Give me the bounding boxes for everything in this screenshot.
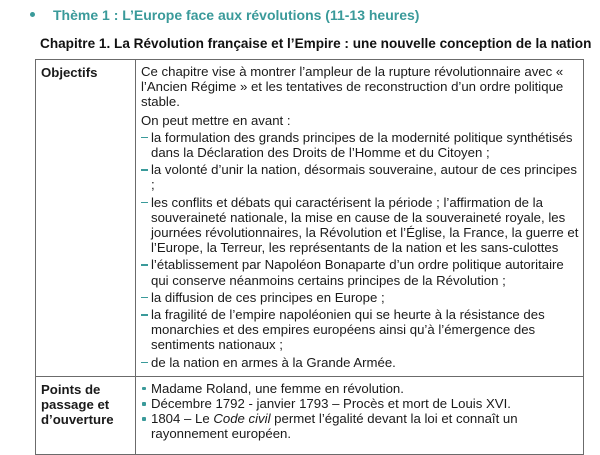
points-label: Points de passage et d’ouverture bbox=[36, 376, 136, 454]
item-text: 1804 – Le bbox=[151, 411, 214, 427]
list-item: la diffusion de ces principes en Europe ; bbox=[141, 290, 579, 305]
code-civil-title: Code civil bbox=[213, 411, 271, 427]
list-item: Madame Roland, une femme en révolution. bbox=[141, 381, 579, 396]
list-item: de la nation en armes à la Grande Armée. bbox=[141, 355, 579, 370]
objectifs-intro: Ce chapitre vise à montrer l’ampleur de la rupture révolutionnaire avec « l’Ancien Régime » et les tentatives de reconstruction d’un ordre politique stable. bbox=[141, 64, 564, 110]
points-content bbox=[136, 376, 584, 454]
list-item: la fragilité de l’empire napoléonien qui se heurte à la résistance des monarchies et des empires européens ainsi qu’à l’émergence des sentiments nationaux ; bbox=[141, 307, 579, 353]
objectifs-row bbox=[36, 60, 584, 377]
list-item: la formulation des grands principes de la modernité politique synthétisés dans la Déclaration des Droits de l’Homme et du Citoyen ; bbox=[141, 130, 579, 160]
list-item bbox=[141, 411, 579, 441]
list-item: Décembre 1792 - janvier 1793 – Procès et mort de Louis XVI. bbox=[141, 396, 579, 411]
points-list bbox=[141, 381, 579, 442]
points-row bbox=[36, 376, 584, 454]
theme-title: Thème 1 : L’Europe face aux révolutions (11-13 heures) bbox=[53, 7, 420, 23]
program-table bbox=[35, 59, 584, 455]
list-item: la volonté d’unir la nation, désormais souveraine, autour de ces principes ; bbox=[141, 162, 579, 192]
objectifs-list bbox=[141, 130, 579, 370]
list-item: les conflits et débats qui caractérisent la période ; l’affirmation de la souveraineté nationale, la mise en cause de la souveraineté royale, les journées révolutionnaires, la Révolution et l’Église, la France, la guerre et l’Europe, la Terreur, les représentants de la nation et les sans-culottes bbox=[141, 195, 579, 256]
objectifs-label: Objectifs bbox=[36, 60, 136, 377]
objectifs-content bbox=[136, 60, 584, 377]
chapter-title: Chapitre 1. La Révolution française et l’Empire : une nouvelle conception de la nation bbox=[40, 36, 592, 51]
theme-heading bbox=[30, 7, 419, 23]
objectifs-lead: On peut mettre en avant : bbox=[141, 112, 291, 128]
list-item: l’établissement par Napoléon Bonaparte d’un ordre politique autoritaire qui conserve néanmoins certains principes de la Révolution ; bbox=[141, 257, 579, 287]
bullet-icon bbox=[30, 12, 35, 17]
item-text: permet l’égalité devant la loi et connaît un rayonnement européen. bbox=[151, 411, 518, 442]
